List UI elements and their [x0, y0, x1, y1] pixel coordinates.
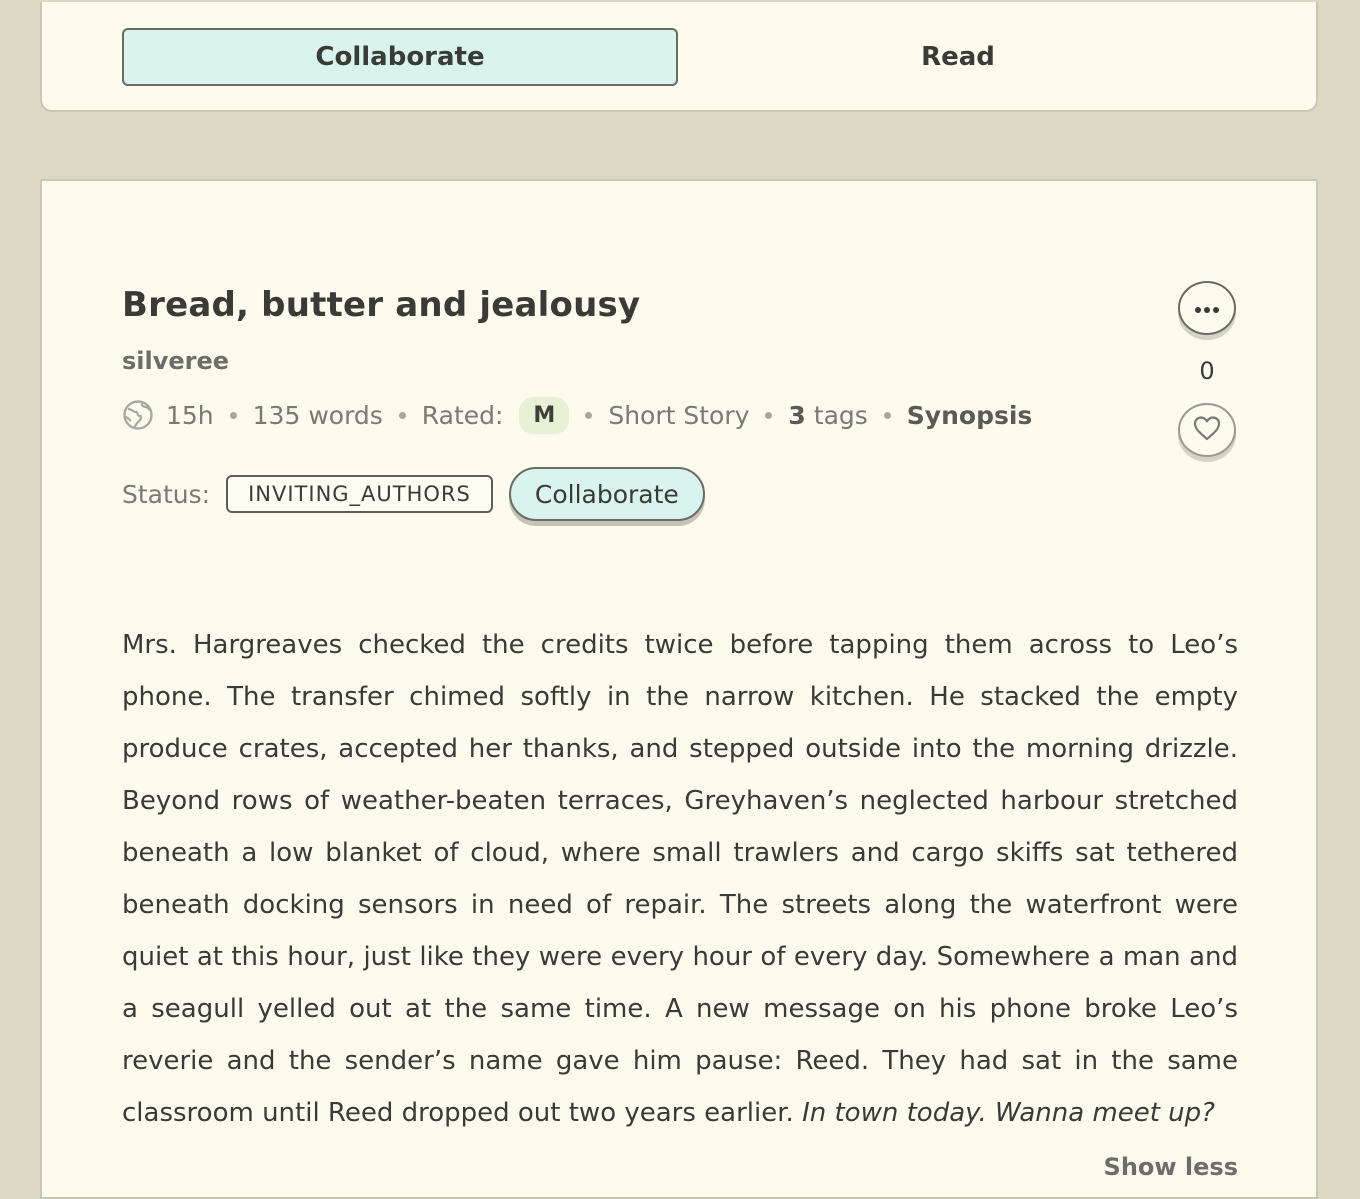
story-body-text: Mrs. Hargreaves checked the credits twice before tapping them across to Leo’s phone. The transfer chimed softly in the narrow kitchen. He stacked the empty produce crates, accepted her thanks, and stepped outside into the morning drizzle. Beyond rows of weather-beaten terraces, Greyhaven’s neglected harbour stretched beneath a low blanket of cloud, where small trawlers and cargo skiffs sat tethered beneath docking sensors in need of repair. The streets along the waterfront were quiet at this hour, just like they were every hour of every day. Somewhere a man and a seagull yelled out at the same time. A new message on his phone broke Leo’s reverie and the sender’s name gave him pause: Reed. They had sat in the same classroom until Reed dropped out two years earlier. — [122, 630, 1238, 1128]
story-category: Short Story — [608, 400, 750, 430]
heart-icon — [1192, 414, 1222, 446]
tags-count: 3 — [788, 400, 806, 430]
story-age: 15h — [166, 400, 214, 430]
mode-tab-bar — [40, 2, 1318, 112]
ellipsis-icon — [1194, 299, 1220, 318]
separator-dot — [585, 412, 592, 419]
story-author[interactable]: silveree — [122, 347, 230, 375]
like-button[interactable] — [1178, 403, 1236, 457]
tags-link[interactable] — [788, 401, 867, 430]
tab-read[interactable]: Read — [921, 42, 995, 72]
story-body — [122, 619, 1238, 1139]
separator-dot — [765, 412, 772, 419]
story-card — [40, 179, 1318, 1199]
show-less-link[interactable]: Show less — [1103, 1153, 1238, 1181]
status-row — [122, 467, 705, 521]
like-count: 0 — [1199, 357, 1215, 385]
story-word-count: 135 words — [252, 400, 383, 430]
separator-dot — [399, 412, 406, 419]
separator-dot — [884, 412, 891, 419]
story-body-italic: In town today. Wanna meet up? — [802, 1098, 1215, 1128]
status-badge: INVITING_AUTHORS — [226, 475, 493, 513]
separator-dot — [230, 412, 237, 419]
story-meta — [122, 393, 1032, 437]
status-label: Status: — [122, 479, 211, 509]
story-title[interactable]: Bread, butter and jealousy — [122, 285, 641, 325]
tab-collaborate[interactable]: Collaborate — [122, 28, 678, 86]
rating-badge: M — [519, 397, 569, 434]
collaborate-button[interactable]: Collaborate — [509, 467, 705, 521]
more-options-button[interactable] — [1178, 281, 1236, 335]
globe-icon — [122, 399, 154, 431]
tags-label: tags — [813, 400, 868, 430]
rated-label: Rated: — [421, 400, 504, 430]
synopsis-link[interactable]: Synopsis — [906, 400, 1033, 430]
story-actions — [1178, 281, 1240, 457]
